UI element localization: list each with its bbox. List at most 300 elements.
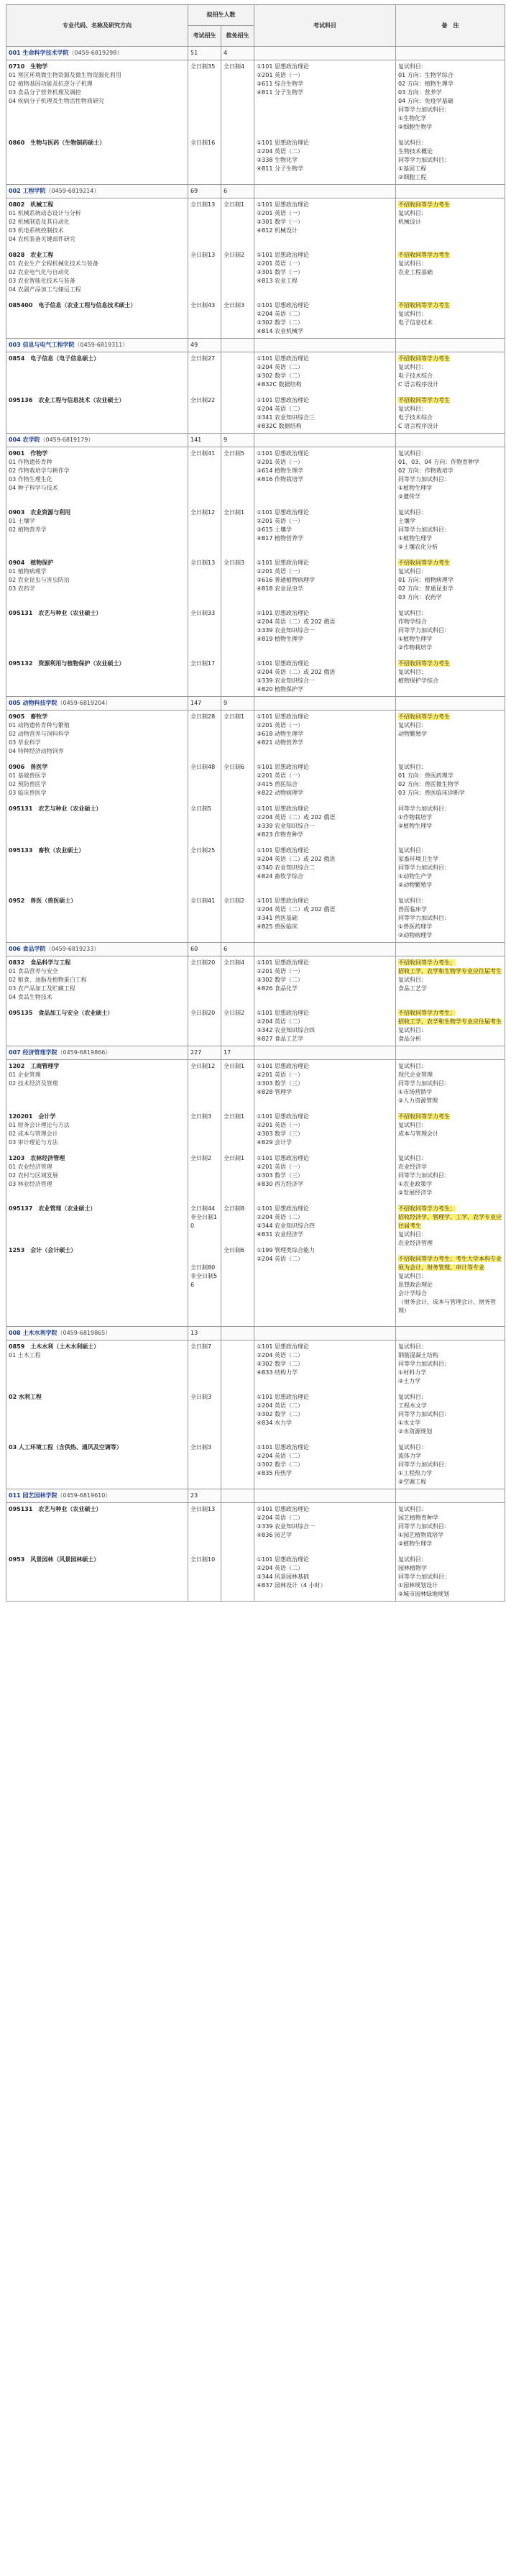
- college-rec: [221, 1489, 254, 1503]
- major-title: 1202 工商管理学: [9, 1063, 60, 1069]
- exam-subject: ③301 数学（一）: [257, 269, 303, 275]
- major-direction: 01 财务会计理论与方法: [9, 1122, 70, 1128]
- note-block: [398, 1205, 502, 1248]
- spacer-line: [224, 1590, 252, 1599]
- plan-block: [190, 251, 218, 294]
- major-title: 095131 农艺与种业（农业硕士）: [9, 805, 102, 812]
- spacer-line: [9, 881, 185, 890]
- major-direction: 01 企业管理: [9, 1072, 41, 1078]
- note-text: 02 方向：作物栽培学: [398, 467, 454, 474]
- spacer-line: [257, 747, 393, 756]
- major-direction: 02 技术经济及管理: [9, 1080, 58, 1087]
- rec-value: 全日制3: [224, 559, 245, 566]
- college-note-empty: [396, 47, 505, 60]
- exam-subject: ②201 英语（一）: [257, 1164, 303, 1170]
- note-text: 复试科目：: [398, 406, 427, 412]
- note-line: [398, 1351, 502, 1360]
- plan-block: [190, 1556, 218, 1599]
- spacer-line: [190, 227, 218, 235]
- spacer-line: [190, 1138, 218, 1147]
- exam-subject: ④832C 数据结构: [257, 381, 302, 388]
- note-line: [398, 88, 502, 97]
- college-exam-empty: [254, 1489, 396, 1503]
- spacer-line: [190, 855, 218, 864]
- exams-cell: [254, 1503, 396, 1602]
- note-line: [398, 106, 502, 114]
- college-plan: 23: [188, 1489, 221, 1503]
- exam-subject: ③303 数学（三）: [257, 1172, 303, 1179]
- exam-subject: ③339 农业知识综合一: [257, 627, 315, 634]
- exam-subject: ②204 英语（二）: [257, 1453, 303, 1459]
- spacer-line: [398, 235, 502, 244]
- spacer-line: [190, 380, 218, 389]
- spacer-line: [398, 747, 502, 756]
- spacer-line: [9, 1222, 185, 1230]
- rec-block: [224, 1443, 252, 1486]
- note-block: [398, 139, 502, 182]
- spacer-line: [224, 905, 252, 914]
- exam-block: [257, 959, 393, 1002]
- major-block: [9, 1113, 185, 1147]
- exam-subject: ④825 兽医临床: [257, 923, 298, 930]
- major-block: [9, 1154, 185, 1197]
- note-line: [398, 1018, 502, 1026]
- note-line: [398, 846, 502, 855]
- exams-cell: [254, 711, 396, 943]
- major-direction: 03 临床兽医学: [9, 790, 47, 796]
- exam-subject: ④814 农业机械学: [257, 328, 303, 334]
- majors-cell: [6, 1340, 188, 1489]
- note-line: [398, 1213, 502, 1230]
- spacer-line: [9, 1213, 185, 1222]
- exam-subject: ①101 思想政治理论: [257, 201, 309, 208]
- spacer-line: [190, 1079, 218, 1088]
- spacer-line: [257, 286, 393, 294]
- spacer-line: [190, 1522, 218, 1531]
- note-text: ①基因工程: [398, 165, 427, 172]
- recs-cell: [221, 60, 254, 185]
- note-text: 流体力学: [398, 1453, 421, 1459]
- note-text: ②植物生理学: [398, 823, 433, 829]
- note-text: 同等学力加试科目：: [398, 1361, 450, 1367]
- major-title: 0828 农业工程: [9, 252, 54, 258]
- note-text: 不招收同等学力考生: [398, 713, 450, 720]
- note-text: 同等学力加试科目：: [398, 1411, 450, 1417]
- spacer-line: [9, 1478, 185, 1486]
- plan-block: [190, 1205, 218, 1256]
- spacer-line: [224, 813, 252, 822]
- note-line: [398, 156, 502, 165]
- college-phone: （0459-6819233）: [45, 946, 100, 952]
- spacer-line: [190, 1540, 218, 1548]
- spacer-line: [190, 1035, 218, 1043]
- note-text: 复试科目：: [398, 260, 427, 267]
- note-text: ②遗传学: [398, 493, 421, 500]
- note-text: 园林植物学: [398, 1565, 427, 1571]
- spacer-line: [257, 881, 393, 890]
- major-title: 095135 食品加工与安全（农业硕士）: [9, 1010, 114, 1016]
- exam-subject: ②204 英语（二）: [257, 1018, 303, 1025]
- spacer-line: [224, 644, 252, 652]
- note-block: [398, 1154, 502, 1197]
- note-text: 同等学力加试科目：: [398, 1523, 450, 1530]
- college-plan: 227: [188, 1046, 221, 1060]
- spacer-line: [9, 1419, 185, 1428]
- spacer-line: [9, 1590, 185, 1599]
- spacer-line: [9, 310, 185, 319]
- major-block: [9, 763, 185, 798]
- major-direction: 01 作物遗传育种: [9, 459, 52, 465]
- spacer-line: [257, 1590, 393, 1599]
- spacer-line: [224, 1163, 252, 1171]
- major-block: [9, 251, 185, 294]
- exam-subject: ①101 思想政治理论: [257, 959, 309, 966]
- spacer-line: [224, 1540, 252, 1548]
- major-direction: 03 审计理论与方法: [9, 1139, 58, 1146]
- note-line: [398, 1443, 502, 1452]
- plans-cell: [188, 352, 221, 434]
- note-line: [398, 475, 502, 484]
- spacer-line: [257, 593, 393, 602]
- spacer-line: [398, 327, 502, 336]
- note-line: [398, 1469, 502, 1478]
- spacer-line: [190, 567, 218, 576]
- exam-subject: ①101 思想政治理论: [257, 509, 309, 516]
- plan-block: [190, 1505, 218, 1548]
- spacer-line: [224, 1581, 252, 1590]
- note-text: 现代企业管理: [398, 1072, 433, 1078]
- exam-subject: ①101 思想政治理论: [257, 1063, 309, 1069]
- note-text: 不招收同等学力考生；: [398, 1205, 456, 1212]
- note-text: 复试科目：: [398, 1444, 427, 1451]
- note-line: [398, 1298, 502, 1315]
- spacer-line: [257, 173, 393, 182]
- note-block: [398, 201, 502, 244]
- college-code: 008: [9, 1330, 23, 1336]
- college-cell: [6, 47, 188, 60]
- note-line: [398, 1035, 502, 1043]
- note-text: 复试科目：: [398, 898, 427, 904]
- rec-block: [224, 1556, 252, 1599]
- college-exam-empty: [254, 697, 396, 711]
- exam-subject: ④834 水力学: [257, 1420, 292, 1426]
- exam-block: [257, 1205, 393, 1239]
- note-line: [398, 1514, 502, 1522]
- spacer-line: [9, 1402, 185, 1410]
- spacer-line: [190, 1097, 218, 1105]
- spacer-line: [190, 1163, 218, 1171]
- note-text: 复试科目：: [398, 1273, 427, 1279]
- major-block: [9, 449, 185, 501]
- plan-block: [190, 201, 218, 244]
- exam-block: [257, 1556, 393, 1599]
- note-text: 同等学力加试科目：: [398, 915, 450, 921]
- note-text: 不招收同等学力考生: [398, 201, 450, 208]
- plan-value: 全日制35: [190, 63, 216, 70]
- plan-value: 全日制27: [190, 355, 216, 362]
- rec-value: 全日制6: [224, 764, 245, 770]
- major-block: [9, 1062, 185, 1105]
- plan-value: 全日制44 非全日制10: [190, 1205, 218, 1229]
- exam-subject: ④811 分子生物学: [257, 89, 303, 96]
- note-line: [398, 1360, 502, 1369]
- note-block: [398, 301, 502, 336]
- college-code: 011: [9, 1492, 23, 1499]
- spacer-line: [257, 1478, 393, 1486]
- note-line: [398, 1564, 502, 1573]
- spacer-line: [190, 147, 218, 156]
- spacer-line: [224, 1531, 252, 1540]
- plan-block: [190, 846, 218, 890]
- major-direction: 02 农村与区域发展: [9, 1172, 58, 1179]
- exam-block: [257, 301, 393, 336]
- major-title: 0953 风景园林（风景园林硕士）: [9, 1556, 100, 1563]
- spacer-line: [224, 923, 252, 931]
- note-text: 作物学综合: [398, 618, 427, 625]
- spacer-line: [224, 1522, 252, 1531]
- major-direction: 02 预防兽医学: [9, 781, 47, 787]
- note-line: [398, 618, 502, 626]
- spacer-line: [257, 493, 393, 501]
- rec-value: [224, 1556, 252, 1564]
- college-note-empty: [396, 339, 505, 352]
- exam-subject: ②204 英语（二）或 202 俄语: [257, 814, 336, 821]
- exam-subject: ①101 思想政治理论: [257, 1010, 309, 1016]
- note-text: 机械设计: [398, 219, 421, 225]
- note-text: 复试科目：: [398, 311, 427, 317]
- note-text: 复试科目：: [398, 210, 427, 216]
- spacer-line: [190, 1369, 218, 1377]
- note-block: [398, 559, 502, 602]
- spacer-line: [224, 872, 252, 881]
- exam-block: [257, 1393, 393, 1436]
- exam-subject: ④836 园艺学: [257, 1532, 292, 1538]
- exam-subject: ④817 植物营养学: [257, 535, 303, 542]
- note-line: [398, 914, 502, 923]
- major-title: 095131 农艺与种业（农业硕士）: [9, 610, 102, 616]
- spacer-line: [224, 967, 252, 976]
- exam-block: [257, 449, 393, 501]
- college-majors-row: [6, 711, 505, 943]
- note-text: ②发展经济学: [398, 1189, 433, 1196]
- spacer-line: [224, 1121, 252, 1130]
- note-text: ①园林规划设计: [398, 1582, 438, 1589]
- note-text: 不招收同等学力考生；考生大学本科专业须为会计、财务管理、审计等专业: [398, 1256, 502, 1271]
- exam-subject: ④821 动物营养学: [257, 739, 303, 746]
- spacer-line: [190, 114, 218, 123]
- college-name: 生命科学技术学院: [22, 50, 69, 56]
- college-cell: [6, 1327, 188, 1340]
- spacer-line: [224, 626, 252, 635]
- note-line: [398, 1461, 502, 1469]
- note-text: 电子技术综合: [398, 373, 433, 379]
- spacer-line: [9, 1369, 185, 1377]
- note-line: [398, 484, 502, 493]
- spacer-line: [9, 165, 185, 173]
- college-name: 工程学院: [22, 188, 46, 194]
- spacer-line: [190, 484, 218, 493]
- spacer-line: [9, 327, 185, 336]
- spacer-line: [9, 319, 185, 327]
- college-note-empty: [396, 1327, 505, 1340]
- spacer-line: [224, 1452, 252, 1461]
- plan-value: 全日制13: [190, 252, 216, 258]
- college-phone: （0459-6819311）: [74, 342, 129, 348]
- major-block: [9, 301, 185, 336]
- notes-cell: [396, 352, 505, 434]
- exam-subject: ③344 风景园林基础: [257, 1574, 309, 1580]
- note-line: [398, 319, 502, 327]
- exam-subject: ④831 农业经济学: [257, 1231, 303, 1238]
- spacer-line: [224, 475, 252, 484]
- spacer-line: [190, 1230, 218, 1239]
- spacer-line: [190, 1531, 218, 1540]
- spacer-line: [190, 923, 218, 931]
- rec-block: [224, 1009, 252, 1043]
- plan-value: 全日制17: [190, 660, 216, 667]
- note-line: [398, 1410, 502, 1419]
- plan-value: 全日制2: [190, 1155, 212, 1161]
- spacer-line: [190, 1307, 218, 1315]
- college-note-empty: [396, 434, 505, 447]
- spacer-line: [224, 1410, 252, 1419]
- exam-subject: ②201 英语（一）: [257, 568, 303, 575]
- major-block: [9, 1556, 185, 1599]
- spacer-line: [190, 1130, 218, 1138]
- note-text: 复试科目：: [398, 722, 427, 729]
- spacer-line: [9, 1452, 185, 1461]
- plan-value: 全日制41: [190, 898, 216, 904]
- spacer-line: [190, 1026, 218, 1035]
- spacer-line: [190, 405, 218, 414]
- note-line: [398, 772, 502, 780]
- spacer-line: [9, 644, 185, 652]
- exams-cell: [254, 1060, 396, 1327]
- major-title: 120201 会计学: [9, 1113, 56, 1120]
- spacer-line: [190, 585, 218, 593]
- spacer-line: [190, 1514, 218, 1522]
- exam-subject: ②204 英语（二）或 202 俄语: [257, 669, 336, 675]
- major-title: 0903 农业资源与利用: [9, 509, 71, 516]
- exam-subject: ④818 农业昆虫学: [257, 585, 303, 592]
- majors-cell: [6, 1060, 188, 1327]
- plan-value: 全日制3: [190, 1394, 212, 1400]
- college-rec: 9: [221, 434, 254, 447]
- major-block: [9, 713, 185, 756]
- spacer-line: [190, 1564, 218, 1573]
- spacer-line: [224, 268, 252, 277]
- plan-value: 全日制20: [190, 959, 216, 966]
- spacer-line: [190, 1452, 218, 1461]
- spacer-line: [224, 685, 252, 694]
- note-line: [398, 668, 502, 677]
- exam-subject: ③303 数学（三）: [257, 1080, 303, 1087]
- major-direction: 03 农药学: [9, 585, 35, 592]
- spacer-line: [190, 363, 218, 372]
- major-title: 0906 兽医学: [9, 764, 48, 770]
- spacer-line: [224, 209, 252, 218]
- exam-subject: ②204 英语（二）: [257, 364, 303, 370]
- spacer-line: [224, 526, 252, 534]
- major-direction: 02 作物栽培学与耕作学: [9, 467, 70, 474]
- major-block: [9, 1443, 185, 1486]
- note-line: [398, 1163, 502, 1171]
- exam-block: [257, 1154, 393, 1197]
- plan-value: 全日制20: [190, 1010, 216, 1016]
- major-direction: 01 土木工程: [9, 1352, 41, 1358]
- notes-cell: [396, 711, 505, 943]
- exam-subject: ④828 管理学: [257, 1089, 292, 1095]
- note-line: [398, 310, 502, 319]
- exam-subject: ④827 食品工艺学: [257, 1036, 303, 1042]
- note-line: [398, 508, 502, 517]
- exam-subject: ③340 农业知识综合二: [257, 864, 315, 871]
- spacer-line: [257, 1272, 393, 1281]
- spacer-line: [257, 1281, 393, 1289]
- spacer-line: [190, 635, 218, 644]
- note-text: 复试科目：: [398, 509, 427, 516]
- rec-value: 全日制2: [224, 1010, 245, 1016]
- note-text: 复试科目：: [398, 1122, 427, 1128]
- spacer-line: [224, 1171, 252, 1180]
- spacer-line: [190, 268, 218, 277]
- spacer-line: [190, 931, 218, 940]
- header-rec: 推免招生: [221, 26, 254, 47]
- major-block: [9, 139, 185, 182]
- spacer-line: [190, 277, 218, 286]
- note-text: ②水资源规划: [398, 1428, 433, 1435]
- major-direction: 04 疾病分子机理及生物活性物质研究: [9, 98, 104, 104]
- spacer-line: [190, 644, 218, 652]
- spacer-line: [224, 380, 252, 389]
- major-block: [9, 959, 185, 1002]
- spacer-line: [224, 106, 252, 114]
- note-line: [398, 897, 502, 905]
- spacer-line: [224, 1478, 252, 1486]
- note-line: [398, 1343, 502, 1351]
- spacer-line: [224, 543, 252, 552]
- major-title: 085400 电子信息（农业工程与信息技术硕士）: [9, 302, 137, 309]
- exam-subject: ②201 英语（一）: [257, 722, 303, 729]
- college-cell: [6, 943, 188, 956]
- note-text: ①工程热力学: [398, 1470, 433, 1476]
- note-line: [398, 789, 502, 798]
- spacer-line: [190, 475, 218, 484]
- rec-block: [224, 449, 252, 501]
- note-line: [398, 355, 502, 363]
- college-code: 002: [9, 188, 23, 194]
- spacer-line: [398, 1138, 502, 1147]
- plan-block: [190, 1343, 218, 1386]
- note-line: [398, 763, 502, 772]
- note-line: [398, 467, 502, 475]
- exam-subject: ④820 植物保护学: [257, 686, 303, 693]
- note-line: [398, 1189, 502, 1197]
- note-block: [398, 63, 502, 132]
- note-line: [398, 458, 502, 467]
- major-title: 095132 资源利用与植物保护（农业硕士）: [9, 660, 125, 667]
- exam-subject: ②204 英语（二）或 202 俄语: [257, 906, 336, 913]
- college-phone: （0459-6819214）: [45, 188, 100, 194]
- spacer-line: [224, 1035, 252, 1043]
- college-note-empty: [396, 1489, 505, 1503]
- note-line: [398, 543, 502, 552]
- spacer-line: [224, 1189, 252, 1197]
- note-text: 复试科目：: [398, 669, 427, 675]
- exam-subject: ③302 数学（二）: [257, 1411, 303, 1417]
- exam-subject: ①101 思想政治理论: [257, 660, 309, 667]
- note-line: [398, 268, 502, 277]
